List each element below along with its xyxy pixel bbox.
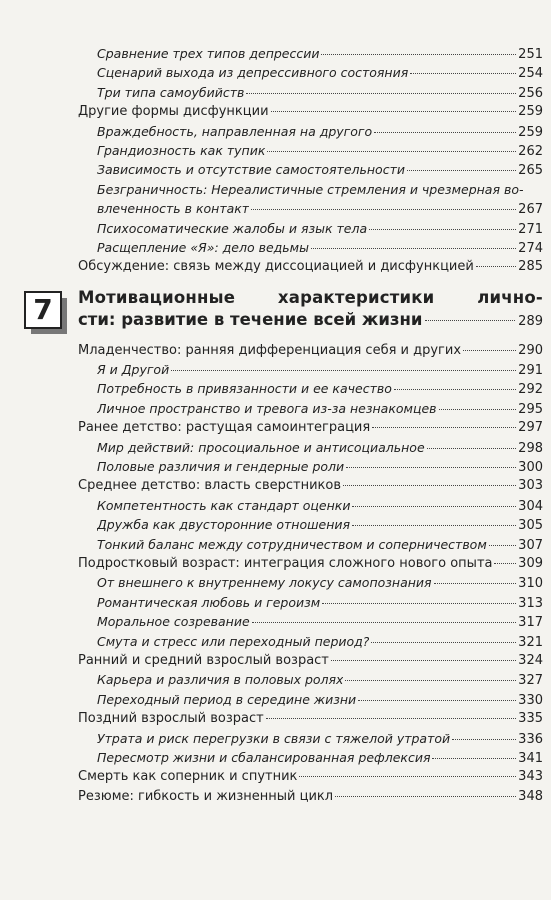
dot-leader (371, 642, 516, 643)
toc-entry-title: влеченность в контакт (97, 201, 250, 217)
chapter-title-line1 (78, 287, 543, 309)
dot-leader (271, 111, 517, 112)
toc-entry-page: 300 (518, 460, 543, 476)
toc-entry-page: 348 (518, 788, 543, 804)
toc-entry-page: 290 (518, 342, 543, 358)
dot-leader (432, 758, 516, 759)
toc-entry-title: Компетентность как стандарт оценки (97, 497, 351, 513)
toc-entry-title: Сравнение трех типов депрессии (97, 46, 320, 61)
toc-entry-title: Моральное созревание (97, 614, 250, 630)
toc-entry-title: Подростковый возраст: интеграция сложного нового опыта (78, 555, 493, 571)
dot-leader (369, 229, 516, 230)
toc-entry-title: Поздний взрослый возраст (78, 711, 264, 727)
toc-entry-title: Младенчество: ранняя дифференциация себя и других (78, 342, 462, 358)
toc-entry-subsection (78, 670, 543, 689)
toc-entry-page: 317 (518, 615, 543, 631)
chapter-title-line2 (78, 309, 543, 333)
toc-entry-title: Личное пространство и тревога из-за незнакомцев (97, 400, 437, 416)
toc-entry-section (78, 651, 543, 670)
chapter-heading (0, 287, 543, 335)
dot-leader (358, 700, 516, 701)
toc-entry-page: 251 (518, 47, 543, 62)
dot-leader (489, 545, 516, 546)
dot-leader (374, 132, 516, 133)
dot-leader (476, 266, 516, 267)
toc-entry-page: 305 (518, 518, 543, 534)
dot-leader (352, 506, 516, 507)
toc-entry-title: Ранее детство: растущая самоинтеграция (78, 420, 371, 436)
toc-entry-page: 303 (518, 478, 543, 494)
toc-entry-subsection (78, 141, 543, 160)
dot-leader (425, 320, 515, 321)
toc-entry-page: 256 (518, 85, 543, 101)
toc-entry-subsection (78, 160, 543, 179)
toc-entry-subsection (78, 690, 543, 709)
toc-entry-page: 330 (518, 692, 543, 708)
toc-entry-page: 298 (518, 440, 543, 456)
toc-entry-subsection (78, 573, 543, 592)
table-of-contents (33, 44, 543, 806)
dot-leader (452, 739, 516, 740)
dot-leader (346, 467, 516, 468)
toc-entry-page: 259 (518, 104, 543, 120)
toc-entry-subsection (78, 379, 543, 398)
chapter-title-word: Мотивационные (78, 287, 236, 307)
toc-entry-page: 336 (518, 731, 543, 747)
dot-leader (439, 409, 517, 410)
toc-entry-page: 267 (518, 202, 543, 218)
toc-entry-section (78, 257, 543, 276)
toc-entry-page: 307 (518, 537, 543, 553)
dot-leader (345, 680, 516, 681)
dot-leader (494, 563, 516, 564)
dot-leader (407, 170, 516, 171)
toc-entry-page: 321 (518, 634, 543, 650)
toc-entry-subsection (78, 399, 543, 418)
toc-entry-page: 327 (518, 673, 543, 689)
toc-entry-subsection (78, 219, 543, 238)
toc-entry-page: 291 (518, 363, 543, 379)
toc-entry-title: Резюме: гибкость и жизненный цикл (78, 788, 334, 804)
toc-entry-page: 313 (518, 595, 543, 611)
toc-entry-title: Грандиозность как тупик (97, 142, 266, 158)
toc-entry-subsection (78, 360, 543, 379)
toc-entry-title: Сценарий выхода из депрессивного состояния (97, 65, 409, 81)
dot-leader (410, 73, 516, 74)
dot-leader (352, 525, 516, 526)
toc-entry-page: 295 (518, 401, 543, 417)
toc-entry-subsection (78, 83, 543, 102)
dot-leader (311, 248, 516, 249)
toc-entry-page: 297 (518, 420, 543, 436)
toc-entry-subsection (78, 632, 543, 651)
toc-entry-title: Пересмотр жизни и сбалансированная рефлексия (97, 749, 431, 765)
toc-entry-section (78, 102, 543, 121)
toc-entry-page: 304 (518, 498, 543, 514)
toc-entry-title: Романтическая любовь и героизм (97, 594, 321, 610)
toc-entry-page: 343 (518, 769, 543, 785)
toc-entry-page: 271 (518, 221, 543, 237)
toc-entry-subsection (78, 612, 543, 631)
toc-entry-subsection (78, 496, 543, 515)
dot-leader (246, 93, 516, 94)
toc-entry-page: 265 (518, 163, 543, 179)
toc-entry-title: Другие формы дисфункции (78, 104, 269, 120)
toc-entry-subsection (78, 238, 543, 257)
toc-entry-page: 335 (518, 711, 543, 727)
toc-entry-title: Среднее детство: власть сверстников (78, 478, 341, 494)
chapter-title-word: лично- (477, 287, 543, 307)
dot-leader (266, 718, 516, 719)
toc-entry-page: 310 (518, 576, 543, 592)
toc-entry-page: 262 (518, 143, 543, 159)
dot-leader (335, 796, 516, 797)
dot-leader (252, 622, 516, 623)
toc-entry-page: 285 (518, 259, 543, 275)
toc-entry-page: 309 (518, 555, 543, 571)
toc-entry-page: 259 (518, 124, 543, 140)
toc-entry-title: Утрата и риск перегрузки в связи с тяжелой утратой (97, 730, 451, 746)
toc-entry-title: Мир действий: просоциальное и антисоциальное (97, 439, 425, 455)
dot-leader (427, 448, 517, 449)
dot-leader (331, 660, 516, 661)
toc-entry-subsection (78, 457, 543, 476)
toc-entry-title: Психосоматические жалобы и язык тела (97, 220, 368, 236)
dot-leader (299, 776, 516, 777)
dot-leader (251, 209, 516, 210)
toc-entry-subsection (78, 729, 543, 748)
toc-entry-page: 254 (518, 66, 543, 82)
toc-entry-page: 341 (518, 750, 543, 766)
toc-entry-page: 292 (518, 382, 543, 398)
toc-entry-title: Карьера и различия в половых ролях (97, 672, 344, 688)
toc-entry-subsection (78, 122, 543, 141)
dot-leader (372, 427, 516, 428)
toc-entry-title: Тонкий баланс между сотрудничеством и соперничеством (97, 536, 487, 552)
toc-entry-title: Три типа самоубийств (97, 84, 245, 100)
dot-leader (171, 370, 516, 371)
toc-entry-title: Я и Другой (97, 362, 170, 378)
toc-entry-section (78, 787, 543, 806)
toc-entry-page: 274 (518, 240, 543, 256)
chapter-number-box: 7 (24, 291, 62, 329)
toc-entry-title: Переходный период в середине жизни (97, 691, 357, 707)
toc-entry-title: От внешнего к внутреннему локусу самопознания (97, 575, 432, 591)
dot-leader (321, 54, 516, 55)
toc-entry-page: 324 (518, 652, 543, 668)
toc-entry-title: Дружба как двусторонние отношения (97, 517, 351, 533)
toc-entry-title: Обсуждение: связь между диссоциацией и дисфункцией (78, 259, 474, 275)
toc-entry-title: Потребность в привязанности и ее качество (97, 381, 392, 397)
dot-leader (343, 485, 516, 486)
toc-entry-title: Смута и стресс или переходный период? (97, 633, 370, 649)
toc-entry-title: Враждебность, направленная на другого (97, 123, 373, 139)
toc-entry-subsection (78, 515, 543, 534)
dot-leader (322, 603, 516, 604)
toc-entry-title: Ранний и средний взрослый возраст (78, 652, 329, 668)
toc-entry-subsection (78, 63, 543, 82)
toc-entry-subsection (78, 44, 543, 63)
toc-entry-subsection (78, 199, 543, 218)
chapter-title-word: характеристики (277, 287, 435, 307)
toc-entry-subsection (78, 748, 543, 767)
toc-entry-title: Зависимость и отсутствие самостоятельности (97, 162, 405, 178)
dot-leader (463, 350, 516, 351)
toc-entry-title: Смерть как соперник и спутник (78, 769, 298, 785)
toc-entry-section (78, 767, 543, 786)
toc-section-top (78, 44, 543, 277)
toc-entry-title: Половые различия и гендерные роли (97, 459, 345, 475)
toc-section-bottom (78, 341, 543, 806)
chapter-title-text: сти: развитие в течение всей жизни (78, 309, 423, 329)
toc-entry-section (78, 709, 543, 728)
toc-entry-section (78, 554, 543, 573)
toc-entry-subsection (78, 438, 543, 457)
toc-entry-subsection (78, 535, 543, 554)
chapter-page-number: 289 (518, 313, 543, 329)
toc-entry-subsection (78, 180, 543, 199)
toc-entry-section (78, 341, 543, 360)
toc-entry-section (78, 476, 543, 495)
dot-leader (394, 389, 516, 390)
toc-entry-section (78, 418, 543, 437)
toc-entry-title: Расщепление «Я»: дело ведьмы (97, 239, 309, 255)
toc-entry-subsection (78, 593, 543, 612)
dot-leader (434, 583, 517, 584)
dot-leader (267, 151, 516, 152)
toc-entry-title: Безграничность: Нереалистичные стремления и чрезмерная во- (97, 181, 524, 197)
